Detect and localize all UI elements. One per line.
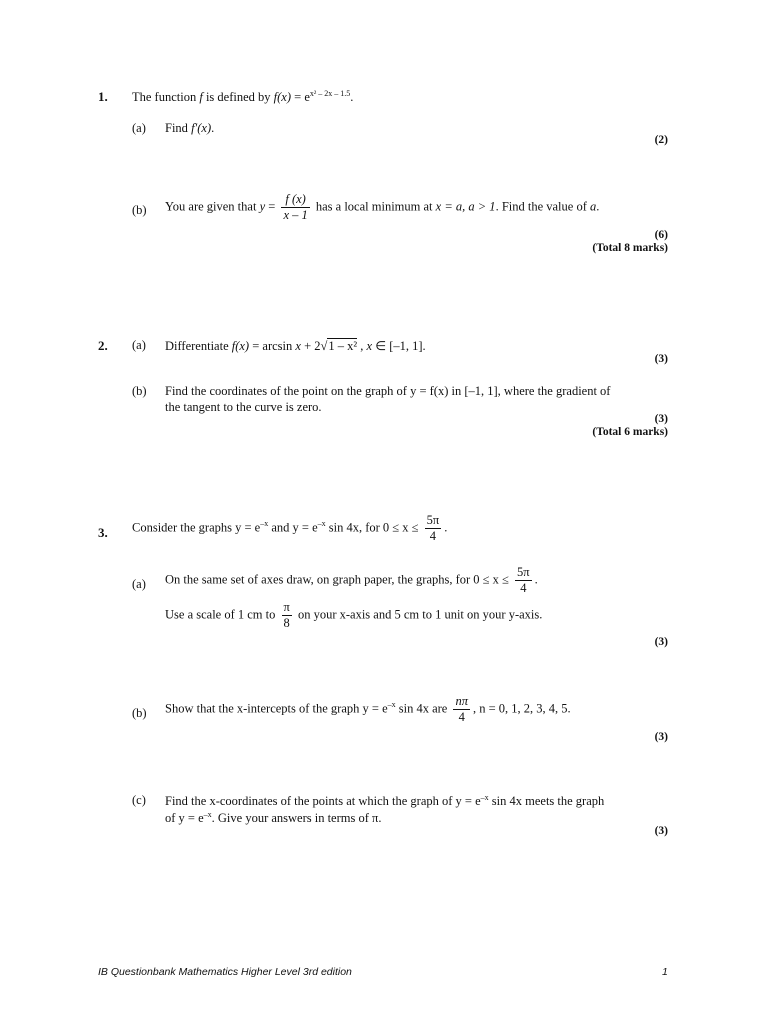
question-1-number: 1. xyxy=(98,89,108,104)
fraction-pi-over-8: $\frac{\pi}{8}$ xyxy=(283,600,290,630)
question-3-number: 3. xyxy=(98,525,108,540)
question-1b-label: (b) xyxy=(132,203,147,217)
fraction-npi-over-4: $\frac{n\pi}{4}$ xyxy=(455,694,468,724)
question-2b-line2: the tangent to the curve is zero. xyxy=(165,400,322,414)
question-3c-line1: Find the x-coordinates of the points at which the graph of $y = e^{-x}$ sin 4x meets the graph xyxy=(165,793,605,809)
question-3a-marks: (3) xyxy=(654,636,668,648)
question-2a-text: Differentiate f(x) = arcsin x + 2√1 – x² , x ∈ [–1, 1]. xyxy=(165,339,426,353)
question-3a-text: On the same set of axes draw, on graph paper, the graphs, for 0 ≤ x ≤ $\frac{5\pi}{4}$ . xyxy=(165,565,538,595)
question-3b-text: Show that the x-intercepts of the graph $y = e^{-x}$ sin 4x are $\frac{n\pi}{4}$ , n = 0, 1, 2, 3, 4, 5. xyxy=(165,694,571,724)
fraction-fx-over-x-minus-1: $\frac{f (x)}{x - 1}$ xyxy=(283,192,308,222)
question-2-number: 2. xyxy=(98,338,108,353)
question-3b-label: (b) xyxy=(132,706,147,720)
page-number: 1 xyxy=(662,966,668,978)
question-1b-marks: (6) xyxy=(654,229,668,241)
question-1a-marks: (2) xyxy=(654,134,668,146)
question-2b-label: (b) xyxy=(132,384,147,398)
fraction-5pi-over-4: $\frac{5\pi}{4}$ xyxy=(517,565,530,595)
question-3c-line2: of $y = e^{-x}$. Give your answers in terms of π. xyxy=(165,810,382,826)
fraction-5pi-over-4: $\frac{5\pi}{4}$ xyxy=(426,513,440,543)
question-1-total: (Total 8 marks) xyxy=(592,242,668,254)
question-1a-label: (a) xyxy=(132,121,146,135)
question-2-total: (Total 6 marks) xyxy=(592,426,668,438)
question-1b-text: You are given that y = $\frac{f (x)}{x - 1}$ has a local minimum at x = a, a > 1. Find the value of a. xyxy=(165,192,600,222)
question-3c-label: (c) xyxy=(132,793,146,807)
question-3a-label: (a) xyxy=(132,577,146,591)
footer-title: IB Questionbank Mathematics Higher Level 3rd edition xyxy=(98,966,352,978)
question-2a-marks: (3) xyxy=(654,353,668,365)
question-1-stem: The function f is defined by $f(x) = e^{x^2 - 2x - 1.5}$. xyxy=(132,89,354,105)
question-2a-label: (a) xyxy=(132,338,146,352)
question-2b-line1: Find the coordinates of the point on the graph of y = f(x) in [–1, 1], where the gradient of xyxy=(165,384,611,398)
question-3a-scale: Use a scale of 1 cm to $\frac{\pi}{8}$ on your x-axis and 5 cm to 1 unit on your y-axis. xyxy=(165,600,543,630)
question-3-stem: Consider the graphs $y = e^{-x}$ and $y = e^{-x}$ sin 4x, for 0 ≤ x ≤ $\frac{5\pi}{4}$ . xyxy=(132,513,448,543)
question-3c-marks: (3) xyxy=(654,825,668,837)
question-3b-marks: (3) xyxy=(654,731,668,743)
question-1a-text: Find f′(x). xyxy=(165,121,215,135)
question-2b-marks: (3) xyxy=(654,413,668,425)
